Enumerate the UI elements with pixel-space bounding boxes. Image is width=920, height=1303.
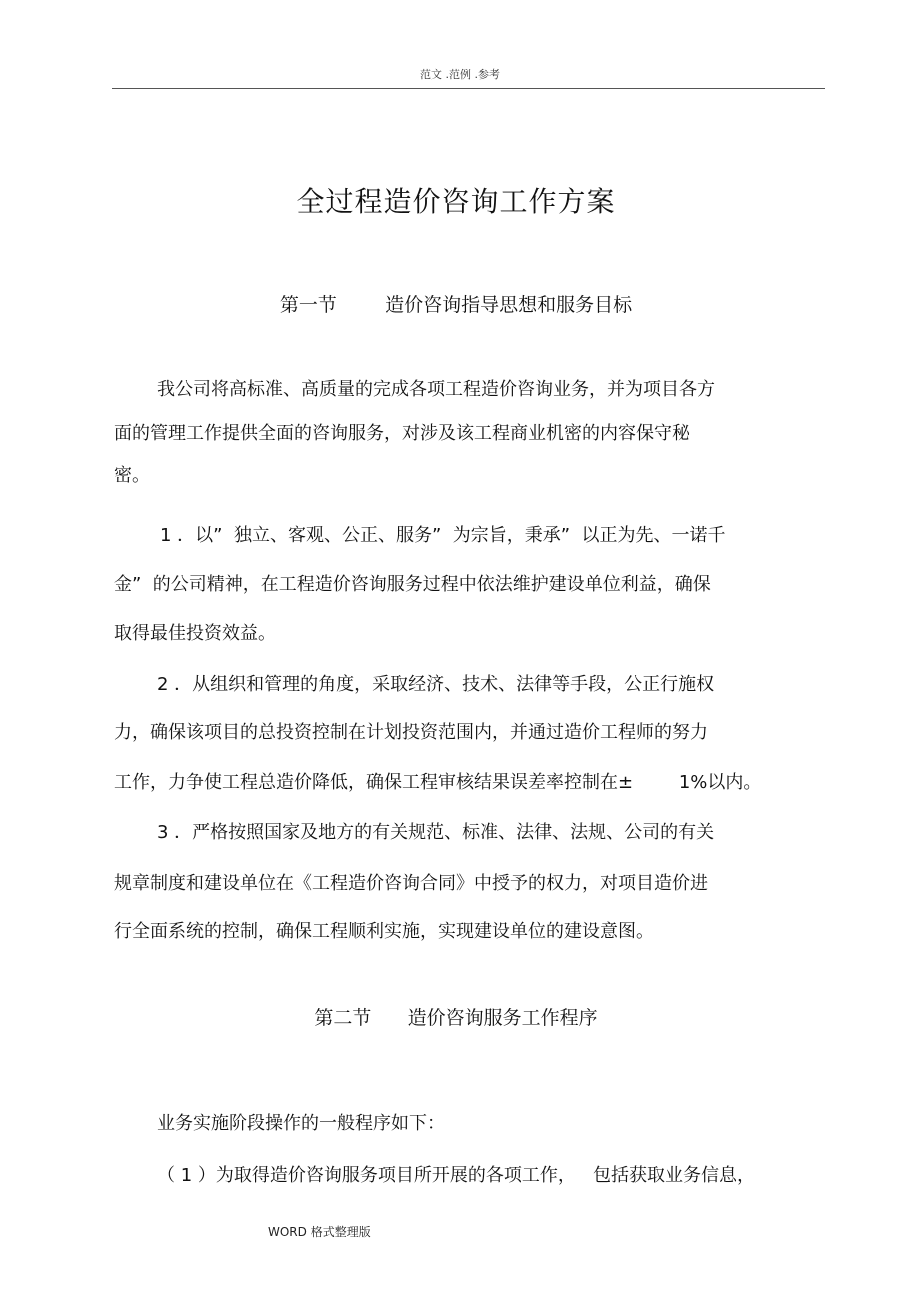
header-divider	[112, 88, 825, 89]
paragraph-line: 1 ．以” 独立、客观、公正、服务” 为宗旨，秉承” 以正为先、一诺千	[160, 525, 726, 546]
paragraph-line: 密。	[114, 465, 150, 486]
section-2-intro: 业务实施阶段操作的一般程序如下：	[157, 1113, 445, 1134]
paragraph-line: 面的管理工作提供全面的咨询服务，对涉及该工程商业机密的内容保守秘	[114, 423, 690, 444]
paragraph-line: 我公司将高标准、高质量的完成各项工程造价咨询业务，并为项目各方	[157, 379, 715, 400]
page-footer: WORD 格式整理版	[268, 1225, 371, 1239]
paragraph-line: 金” 的公司精神，在工程造价咨询服务过程中依法维护建设单位利益，确保	[114, 574, 711, 595]
section-2-step-1: （ 1 ）为取得造价咨询服务项目所开展的各项工作， 包括获取业务信息，	[157, 1165, 756, 1186]
paragraph-line: 2 ．从组织和管理的角度，采取经济、技术、法律等手段，公正行施权	[157, 674, 715, 695]
paragraph-line: 力，确保该项目的总投资控制在计划投资范围内，并通过造价工程师的努力	[114, 722, 708, 743]
paragraph-line: 工作，力争使工程总造价降低，确保工程审核结果误差率控制在± 1%以内。	[114, 772, 762, 793]
paragraph-line: 取得最佳投资效益。	[114, 623, 276, 644]
document-title: 全过程造价咨询工作方案	[296, 185, 616, 218]
section-1-heading: 第一节 造价咨询指导思想和服务目标	[279, 294, 633, 316]
section-2-heading: 第二节 造价咨询服务工作程序	[314, 1007, 598, 1029]
paragraph-line: 规章制度和建设单位在《工程造价咨询合同》中授予的权力，对项目造价进	[114, 873, 708, 894]
paragraph-line: 3 ．严格按照国家及地方的有关规范、标准、法律、法规、公司的有关	[157, 822, 715, 843]
header-text: 范文 .范例 .参考	[420, 68, 500, 81]
paragraph-line: 行全面系统的控制，确保工程顺利实施，实现建设单位的建设意图。	[114, 921, 654, 942]
